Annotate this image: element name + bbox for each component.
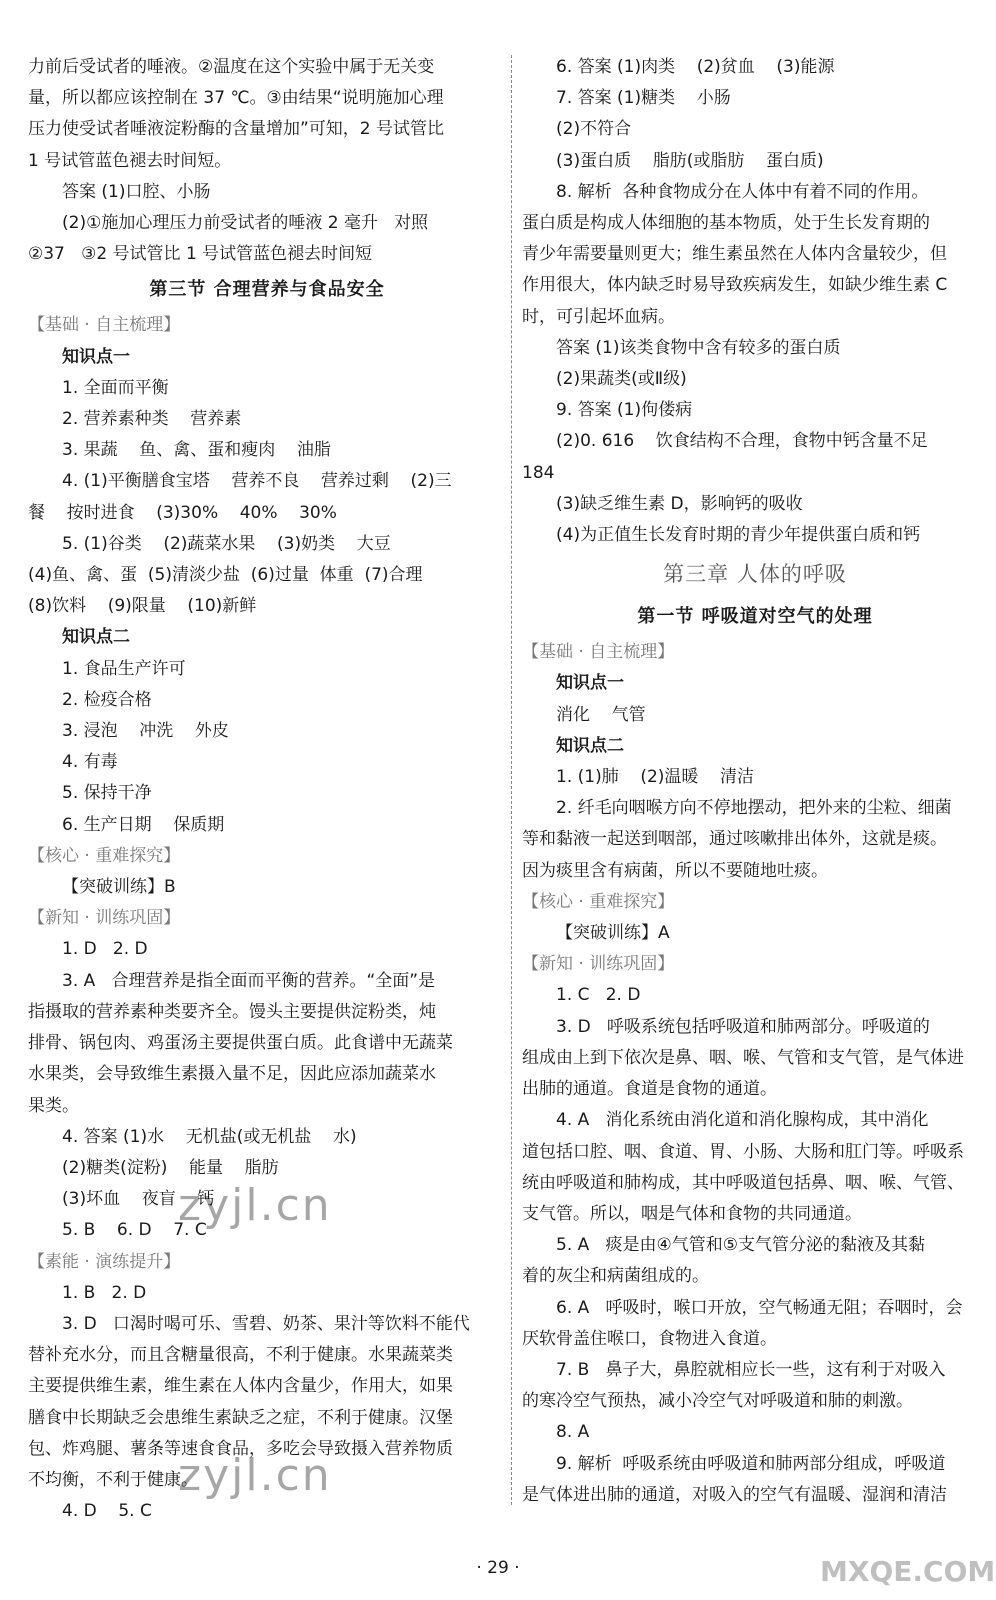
text-line: 时，可引起坏血病。	[522, 306, 675, 327]
text-line: 1 号试管蓝色褪去时间短。	[28, 150, 232, 171]
text-line: 餐 按时进食 (3)30% 40% 30%	[28, 502, 337, 523]
text-line: 第一节 呼吸道对空气的处理	[637, 606, 873, 628]
text-line: 【突破训练】B	[62, 877, 176, 898]
text-line: 是气体进出肺的通道，对吸入的空气有温暖、湿润和清洁	[522, 1484, 947, 1505]
text-line: 作用很大，体内缺乏时易导致疾病发生，如缺少维生素 C	[522, 275, 948, 296]
text-line: 3. A 合理营养是指全面而平衡的营养。“全面”是	[62, 970, 436, 991]
text-line: 等和黏液一起送到咽部，通过咳嗽排出体外，这就是痰。	[522, 829, 947, 850]
text-line: (3)蛋白质 脂肪(或脂肪 蛋白质)	[556, 150, 824, 171]
text-line: 3. 果蔬 鱼、禽、蛋和瘦肉 油脂	[62, 440, 331, 461]
text-line: 力前后受试者的唾液。②温度在这个实验中属于无关变	[28, 57, 435, 77]
text-line: 1. 全面而平衡	[62, 377, 169, 398]
text-line: 184	[522, 462, 555, 483]
text-line: 青少年需要量则更大；维生素虽然在人体内含量较少，但	[522, 244, 947, 265]
text-line: 【核心 · 重难探究】	[28, 845, 181, 866]
text-line: 知识点二	[556, 735, 624, 756]
text-line: 包、炸鸡腿、薯条等速食食品，多吃会导致摄入营养物质	[28, 1438, 453, 1459]
text-line: 答案 (1)该类食物中含有较多的蛋白质	[556, 337, 841, 358]
text-line: 5. B 6. D 7. C	[62, 1220, 207, 1241]
text-line: 果类。	[28, 1095, 79, 1116]
text-line: 9. 解析 呼吸系统由呼吸道和肺两部分组成，呼吸道	[556, 1453, 946, 1474]
text-line: 8. A	[556, 1422, 590, 1443]
text-line: 出肺的通道。食道是食物的通道。	[522, 1079, 777, 1100]
text-line: 3. D 呼吸系统包括呼吸道和肺两部分。呼吸道的	[556, 1016, 930, 1037]
text-line: 1. B 2. D	[62, 1282, 147, 1303]
text-line: 【核心 · 重难探究】	[522, 891, 675, 912]
text-line: 压力使受试者唾液淀粉酶的含量增加”可知，2 号试管比	[28, 119, 445, 140]
watermark-logo: MXQE.COM	[820, 1555, 996, 1588]
text-line: ②37 ③2 号试管比 1 号试管蓝色褪去时间短	[28, 244, 373, 265]
text-line: 组成由上到下依次是鼻、咽、喉、气管和支气管，是气体进	[522, 1047, 964, 1068]
text-line: 1. D 2. D	[62, 939, 148, 960]
text-line: 1. 食品生产许可	[62, 658, 186, 679]
text-line: 主要提供维生素，维生素在人体内含量少，作用大，如果	[28, 1376, 453, 1397]
text-line: 1. (1)肺 (2)温暖 清洁	[556, 767, 755, 788]
text-line: 不均衡，不利于健康。	[28, 1469, 198, 1490]
text-line: 膳食中长期缺乏会患维生素缺乏之症，不利于健康。汉堡	[28, 1407, 453, 1428]
text-line: (4)为正值生长发育时期的青少年提供蛋白质和钙	[556, 525, 921, 546]
watermark: zyjl.cn	[178, 1180, 332, 1231]
text-line: (2)①施加心理压力前受试者的唾液 2 毫升 对照	[62, 213, 429, 234]
text-line: (8)饮料 (9)限量 (10)新鲜	[28, 596, 257, 617]
text-line: 9. 答案 (1)佝偻病	[556, 400, 693, 421]
text-line: 指摄取的营养素种类要齐全。馒头主要提供淀粉类，炖	[28, 1001, 436, 1022]
page-number: · 29 ·	[476, 1558, 520, 1578]
left-column	[28, 52, 506, 1527]
text-line: 3. 浸泡 冲洗 外皮	[62, 721, 229, 742]
text-line: (3)缺乏维生素 D，影响钙的吸收	[556, 493, 803, 514]
text-line: 【基础 · 自主梳理】	[522, 642, 675, 663]
text-line: 消化 气管	[556, 704, 646, 725]
text-line: 4. 有毒	[62, 752, 118, 773]
text-line: 6. 生产日期 保质期	[62, 814, 225, 835]
text-line: 蛋白质是构成人体细胞的基本物质，处于生长发育期的	[522, 213, 930, 234]
text-line: 着的灰尘和病菌组成的。	[522, 1266, 709, 1287]
text-line: 3. D 口渴时喝可乐、雪碧、奶茶、果汁等饮料不能代	[62, 1313, 470, 1334]
text-line: 1. C 2. D	[556, 985, 641, 1006]
text-line: 的寒冷空气预热，减小冷空气对呼吸道和肺的刺激。	[522, 1391, 913, 1412]
text-line: 8. 解析 各种食物成分在人体中有着不同的作用。	[556, 181, 929, 202]
text-line: 【素能 · 演练提升】	[28, 1251, 181, 1272]
text-line: 4. 答案 (1)水 无机盐(或无机盐 水)	[62, 1126, 357, 1147]
text-line: 【新知 · 训练巩固】	[28, 908, 181, 929]
text-line: 5. 保持干净	[62, 783, 152, 804]
text-line: 2. 检疫合格	[62, 689, 152, 710]
text-line: (2)不符合	[556, 119, 632, 140]
text-line: 知识点一	[556, 673, 624, 694]
text-line: 5. A 痰是由④气管和⑤支气管分泌的黏液及其黏	[556, 1235, 925, 1256]
text-line: 第三节 合理营养与食品安全	[149, 279, 385, 301]
text-line: 2. 纤毛向咽喉方向不停地摆动，把外来的尘粒、细菌	[556, 798, 952, 819]
text-line: 统由呼吸道和肺构成，其中呼吸道包括鼻、咽、喉、气管、	[522, 1172, 964, 1193]
text-line: 排骨、锅包肉、鸡蛋汤主要提供蛋白质。此食谱中无蔬菜	[28, 1033, 453, 1054]
text-line: 知识点一	[62, 346, 130, 367]
text-line: 【基础 · 自主梳理】	[28, 315, 181, 336]
text-line: 知识点二	[62, 627, 130, 648]
text-line: 6. A 呼吸时，喉口开放，空气畅通无阻；吞咽时，会	[556, 1297, 963, 1318]
text-line: 5. (1)谷类 (2)蔬菜水果 (3)奶类 大豆	[62, 533, 391, 554]
text-line: (2)果蔬类(或Ⅱ级)	[556, 369, 687, 390]
text-line: 因为痰里含有病菌，所以不要随地吐痰。	[522, 860, 828, 881]
text-line: (3)坏血 夜盲 钙	[62, 1189, 215, 1210]
text-line: 水果类，会导致维生素摄入量不足，因此应添加蔬菜水	[28, 1064, 436, 1085]
text-line: 量，所以都应该控制在 37 ℃。③由结果“说明施加心理	[28, 88, 444, 109]
right-column	[522, 52, 988, 1511]
text-line: 7. 答案 (1)糖类 小肠	[556, 88, 731, 109]
text-line: 【突破训练】A	[556, 923, 670, 944]
text-line: 第三章 人体的呼吸	[663, 562, 847, 587]
text-line: 答案 (1)口腔、小肠	[62, 181, 211, 202]
text-line: 厌软骨盖住喉口，食物进入食道。	[522, 1328, 777, 1349]
text-line: 道包括口腔、咽、食道、胃、小肠、大肠和肛门等。呼吸系	[522, 1141, 964, 1162]
text-line: 7. B 鼻子大，鼻腔就相应长一些，这有利于对吸入	[556, 1359, 946, 1380]
text-line: 6. 答案 (1)肉类 (2)贫血 (3)能源	[556, 57, 835, 77]
watermark: zyjl.cn	[178, 1450, 332, 1501]
text-line: 支气管。所以，咽是气体和食物的共同通道。	[522, 1203, 862, 1224]
text-line: 替补充水分，而且含糖量很高，不利于健康。水果蔬菜类	[28, 1345, 453, 1366]
text-line: (4)鱼、禽、蛋 (5)清淡少盐 (6)过量 体重 (7)合理	[28, 565, 423, 586]
column-divider	[511, 55, 512, 1505]
text-line: 【新知 · 训练巩固】	[522, 954, 675, 975]
text-line: 4. (1)平衡膳食宝塔 营养不良 营养过剩 (2)三	[62, 471, 452, 492]
text-line: 4. A 消化系统由消化道和消化腺构成，其中消化	[556, 1110, 929, 1131]
text-line: 2. 营养素种类 营养素	[62, 409, 242, 430]
text-line: 4. D 5. C	[62, 1501, 152, 1522]
text-line: (2)糖类(淀粉) 能量 脂肪	[62, 1157, 279, 1178]
text-line: (2)0. 616 饮食结构不合理，食物中钙含量不足	[556, 431, 928, 452]
